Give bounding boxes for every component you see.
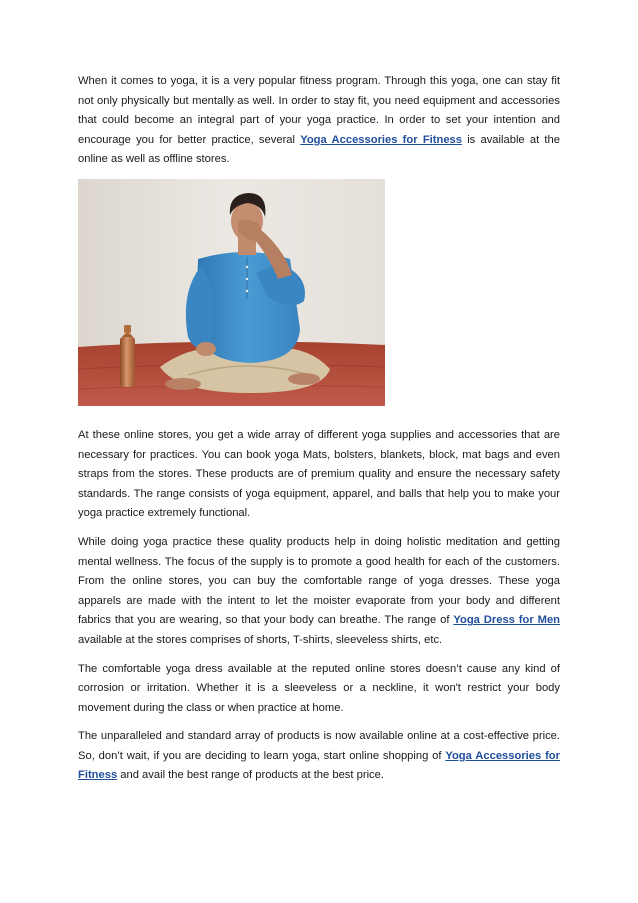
yoga-dress-men-link[interactable]: Yoga Dress for Men xyxy=(453,614,560,627)
paragraph-intro xyxy=(78,72,560,170)
paragraph-text: The unparalleled and standard array of products is now available online at a cost-effective price. So, don’t wait, if you are deciding to learn yoga, start online shopping of xyxy=(78,730,560,762)
paragraph-comfort: The comfortable yoga dress available at the reputed online stores doesn’t cause any kind of corrosion or irritation. Whether it is a sleeveless or a neckline, it won't restrict your body movement during the class or when practice at home. xyxy=(78,662,560,714)
document-page xyxy=(78,72,560,795)
paragraph-practice xyxy=(78,533,560,651)
paragraph-text: When it comes to yoga, it is a very popular fitness program. Through this yoga, one can stay fit not only physically but mentally as well. In order to stay fit, you need equipment and accessories that could become an integral part of your yoga practice. In order to set your intention and encourage you for better practice, several xyxy=(78,75,560,146)
yoga-accessories-link-2[interactable]: Yoga Accessories for Fitness xyxy=(78,749,560,782)
paragraph-stores: At these online stores, you get a wide array of different yoga supplies and accessories that are necessary for practices. You can book yoga Mats, bolsters, blankets, block, mat bags and even straps from the stores. These products are of premium quality and ensure the necessary safety standards. The range consists of yoga equipment, apparel, and balls that help you to make your yoga practice extremely functional. xyxy=(78,428,560,520)
paragraph-text: While doing yoga practice these quality products help in doing holistic meditation and getting mental wellness. The focus of the supply is to promote a good health for each of the customers. From the online stores, you can buy the comfortable range of yoga dresses. These yoga apparels are made with the intent to let the moister evaporate from your body and different fabrics that you are wearing, so that your body can breathe. The range of xyxy=(78,535,560,627)
paragraph-text: available at the stores comprises of shorts, T-shirts, sleeveless shirts, etc. xyxy=(78,633,443,646)
paragraph-text: is available at the online as well as offline stores. xyxy=(78,133,560,166)
paragraph-text: and avail the best range of products at the best price. xyxy=(117,769,384,782)
paragraph-closing xyxy=(78,727,560,786)
yoga-accessories-link[interactable]: Yoga Accessories for Fitness xyxy=(300,133,462,146)
yoga-photo xyxy=(78,179,385,406)
